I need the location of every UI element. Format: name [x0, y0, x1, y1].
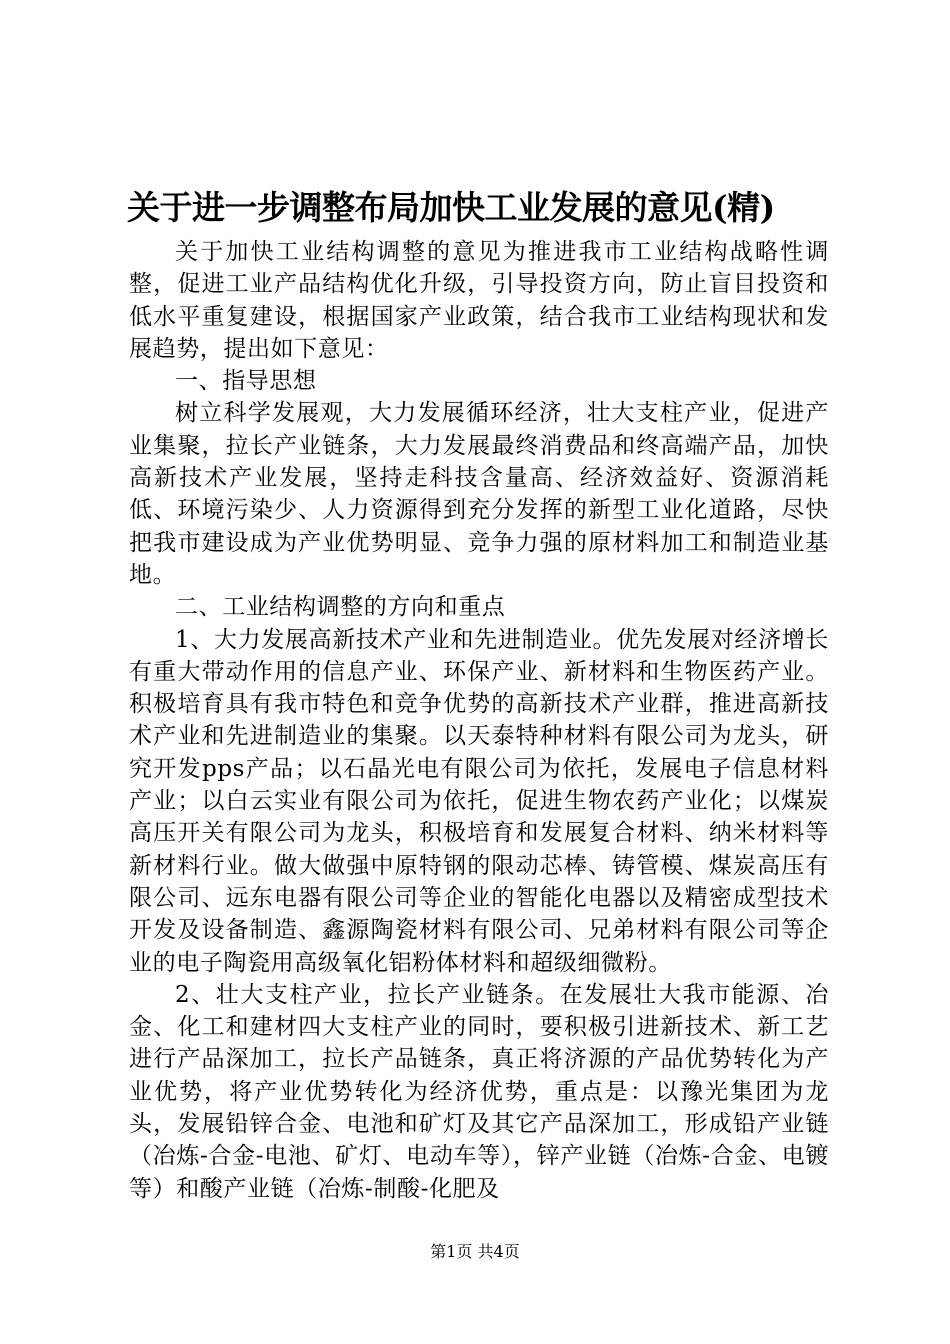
section-heading-adjustment-direction: 二、工业结构调整的方向和重点	[175, 594, 506, 621]
page-footer: 第1页 共4页	[430, 1242, 520, 1261]
point-1-paragraph: 1、大力发展高新技术产业和先进制造业。优先发展对经济增长有重大带动作用的信息产业、环保产业、新材料和生物医药产业。积极培育具有我市特色和竞争优势的高新技术产业群，推进高新技术产业和先进制造业的集聚。以天泰特种材料有限公司为龙头，研究开发pps产品；以石晶光电有限公司为依托，发展电子信息材料产业；以白云实业有限公司为依托，促进生物农药产业化；以煤炭高压开关有限公司为龙头，积极培育和发展复合材料、纳米材料等新材料行业。做大做强中原特钢的限动芯棒、铸管模、煤炭高压有限公司、远东电器有限公司等企业的智能化电器以及精密成型技术开发及设备制造、鑫源陶瓷材料有限公司、兄弟材料有限公司等企业的电子陶瓷用高级氧化铝粉体材料和超级细微粉。	[129, 626, 829, 976]
document-title: 关于进一步调整布局加快工业发展的意见(精)	[127, 188, 775, 227]
section-heading-guiding-ideology: 一、指导思想	[175, 368, 317, 395]
document-body	[129, 236, 829, 1205]
intro-paragraph: 关于加快工业结构调整的意见为推进我市工业结构战略性调整，促进工业产品结构优化升级，引导投资方向，防止盲目投资和低水平重复建设，根据国家产业政策，结合我市工业结构现状和发展趋势，提出如下意见：	[129, 239, 829, 362]
guiding-ideology-paragraph: 树立科学发展观，大力发展循环经济，壮大支柱产业，促进产业集聚，拉长产业链条，大力发展最终消费品和终高端产品，加快高新技术产业发展，坚持走科技含量高、经济效益好、资源消耗低、环境污染少、人力资源得到充分发挥的新型工业化道路，尽快把我市建设成为产业优势明显、竞争力强的原材料加工和制造业基地。	[129, 400, 829, 588]
point-2-paragraph: 2、壮大支柱产业，拉长产业链条。在发展壮大我市能源、冶金、化工和建材四大支柱产业的同时，要积极引进新技术、新工艺进行产品深加工，拉长产品链条，真正将济源的产品优势转化为产业优势，将产业优势转化为经济优势，重点是：以豫光集团为龙头，发展铅锌合金、电池和矿灯及其它产品深加工，形成铅产业链（冶炼-合金-电池、矿灯、电动车等），锌产业链（冶炼-合金、电镀等）和酸产业链（冶炼-制酸-化肥及	[129, 981, 829, 1202]
